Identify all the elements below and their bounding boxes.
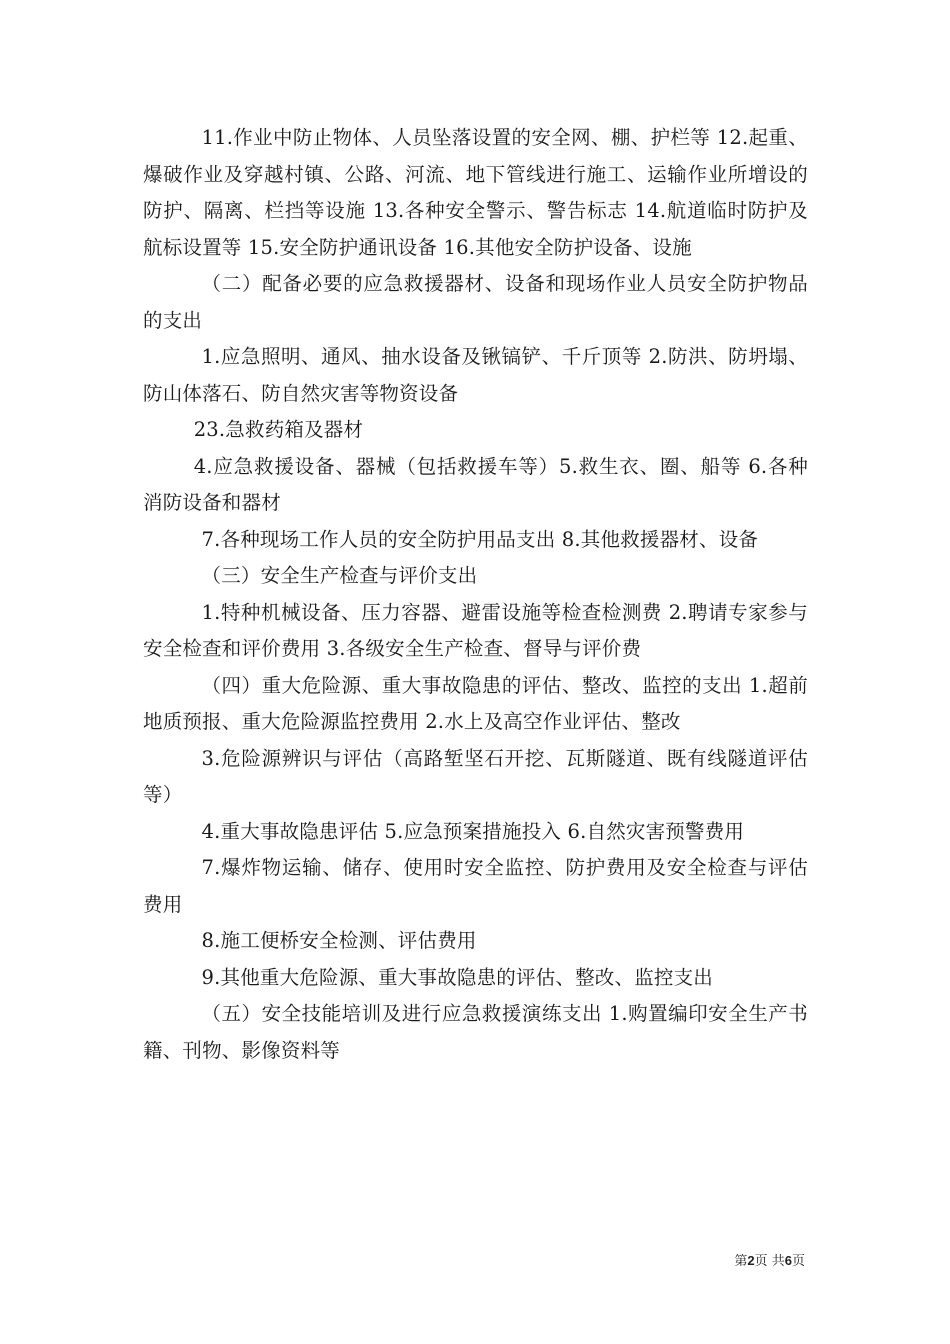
page-number-footer xyxy=(734,1250,805,1269)
footer-suffix: 页 xyxy=(791,1254,805,1269)
paragraph-first-aid: 23.急救药箱及器材 xyxy=(193,418,364,441)
paragraph-rescue-devices: 4.应急救援设备、器械（包括救援车等）5.救生衣、圈、船等 6.各种消防设备和器材 xyxy=(143,454,808,514)
paragraph-section-5-heading: （五）安全技能培训及进行应急救援演练支出 1.购置编印安全生产书籍、刊物、影像资料等 xyxy=(143,1002,808,1062)
paragraph-safety-facilities: 11.作业中防止物体、人员坠落设置的安全网、棚、护栏等 12.起重、爆破作业及穿越村镇、公路、河流、地下管线进行施工、运输作业所增设的防护、隔离、栏挡等设施 13.各种安全警示、警告标志 14.航道临时防护及航标设置等 15.安全防护通讯设备 16.其他安全防护设备、设施 xyxy=(143,126,808,259)
footer-middle: 页 共 xyxy=(754,1254,785,1269)
paragraph-section-4-heading: （四）重大危险源、重大事故隐患的评估、整改、监控的支出 1.超前地质预报、重大危险源监控费用 2.水上及高空作业评估、整改 xyxy=(143,673,808,733)
paragraph-protective-gear: 7.各种现场工作人员的安全防护用品支出 8.其他救援器材、设备 xyxy=(201,527,759,551)
paragraph-inspection-costs: 1.特种机械设备、压力容器、避雷设施等检查检测费 2.聘请专家参与安全检查和评价费用 3.各级安全生产检查、督导与评价费 xyxy=(143,600,808,660)
paragraph-emergency-equipment: 1.应急照明、通风、抽水设备及锹镐铲、千斤顶等 2.防洪、防坍塌、防山体落石、防自然灾害等物资设备 xyxy=(143,345,808,405)
paragraph-section-2-heading: （二）配备必要的应急救援器材、设备和现场作业人员安全防护物品的支出 xyxy=(143,272,808,332)
paragraph-hazard-identification: 3.危险源辨识与评估（高路堑坚石开挖、瓦斯隧道、既有线隧道评估等） xyxy=(143,746,808,806)
document-body xyxy=(143,120,808,1069)
paragraph-section-3-heading: （三）安全生产检查与评价支出 xyxy=(201,564,478,587)
paragraph-accident-assessment: 4.重大事故隐患评估 5.应急预案措施投入 6.自然灾害预警费用 xyxy=(201,819,745,843)
paragraph-explosives: 7.爆炸物运输、储存、使用时安全监控、防护费用及安全检查与评估费用 xyxy=(143,856,808,916)
current-page-number: 2 xyxy=(747,1253,755,1268)
total-page-number: 6 xyxy=(784,1253,792,1268)
paragraph-bridge-inspection: 8.施工便桥安全检测、评估费用 xyxy=(201,929,477,952)
paragraph-other-hazards: 9.其他重大危险源、重大事故隐患的评估、整改、监控支出 xyxy=(201,965,714,989)
footer-prefix: 第 xyxy=(734,1254,748,1269)
